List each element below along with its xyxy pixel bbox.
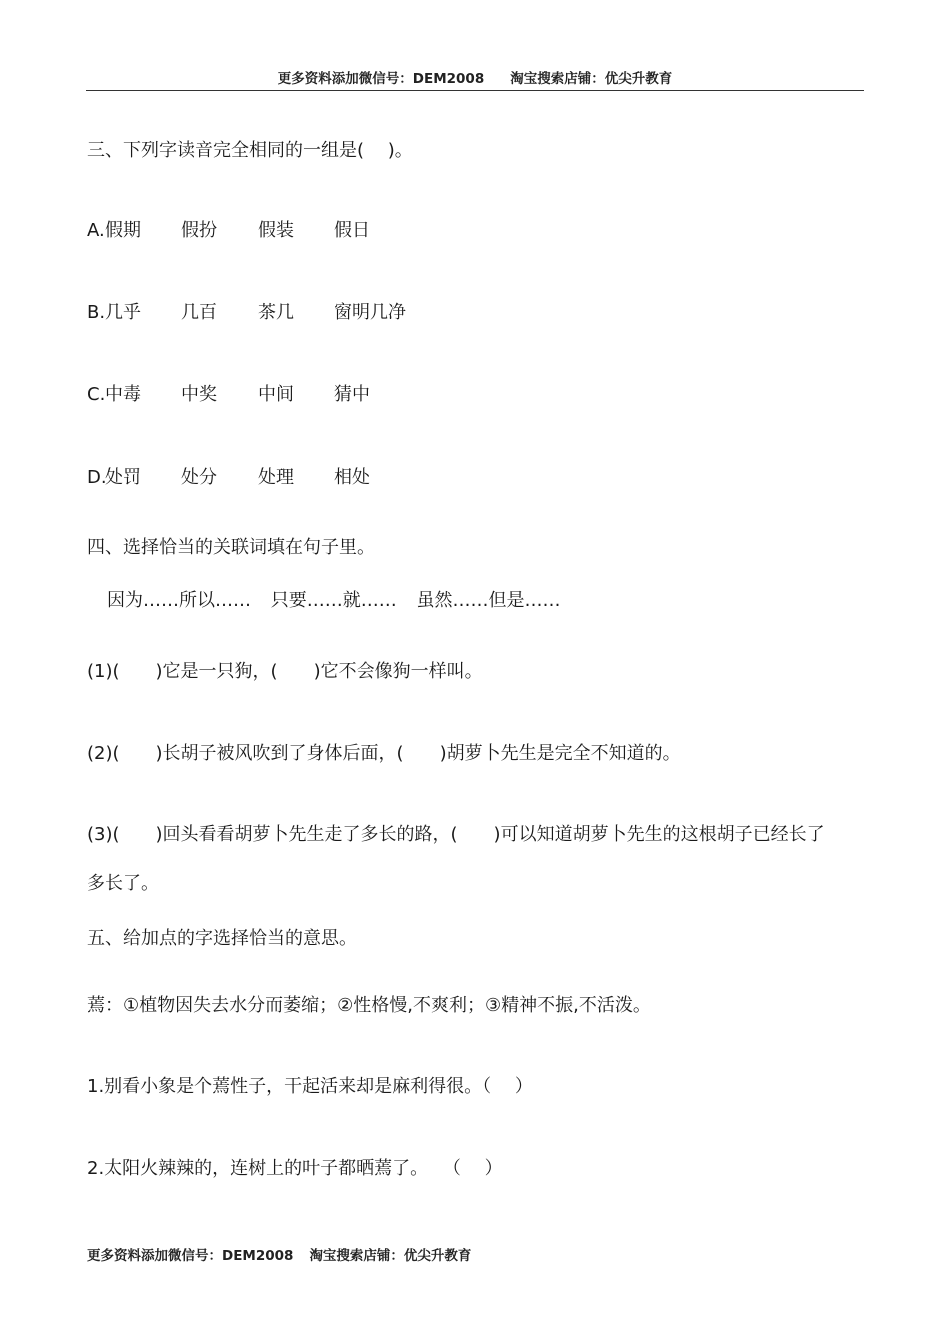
option-word: 中奖 [181,384,217,405]
option-word: 相处 [334,467,370,488]
option-word: 窗明几净 [334,302,406,323]
option-label: A. [87,220,105,241]
q3-title: 三、下列字读音完全相同的一组是( )。 [87,140,413,161]
option-word: 茶几 [258,302,294,323]
footer-shop: 淘宝搜索店铺：优尖升教育 [309,1248,472,1264]
option-word: 猜中 [334,384,370,405]
header-wechat: 更多资料添加微信号：DEM2008 [277,71,485,87]
q4-item-3-continued: 多长了。 [87,873,159,894]
conjunction-choice: 只要……就…… [270,590,397,611]
option-word: 几百 [181,302,217,323]
option-word: 处分 [181,467,217,488]
option-word: 处理 [258,467,294,488]
q5-definition: 蔫：①植物因失去水分而萎缩；②性格慢,不爽利；③精神不振,不活泼。 [87,995,651,1016]
q3-option-d [87,465,487,491]
option-word: 假装 [258,220,294,241]
option-word: 假扮 [181,220,217,241]
option-label: D. [87,467,107,488]
q4-item-3: (3)( )回头看看胡萝卜先生走了多长的路，( )可以知道胡萝卜先生的这根胡子已经长了 [87,824,825,845]
option-word: 中间 [258,384,294,405]
option-word: 处罚 [105,467,141,488]
q4-item-2: (2)( )长胡子被风吹到了身体后面，( )胡萝卜先生是完全不知道的。 [87,743,681,764]
q5-item-2: 2.太阳火辣辣的，连树上的叶子都晒蔫了。 （ ） [87,1158,503,1179]
page-footer [87,1244,471,1264]
q5-item-1: 1.别看小象是个蔫性子，干起活来却是麻利得很。（ ） [87,1076,533,1097]
q4-conjunction-choices [107,588,574,614]
q5-title: 五、给加点的字选择恰当的意思。 [87,928,357,949]
conjunction-choice: 因为……所以…… [107,590,251,611]
option-label: C. [87,384,106,405]
footer-wechat: 更多资料添加微信号：DEM2008 [87,1248,294,1264]
q4-title: 四、选择恰当的关联词填在句子里。 [87,537,375,558]
q3-option-a [87,218,487,244]
option-word: 中毒 [105,384,141,405]
q3-option-c [87,382,487,408]
header-shop: 淘宝搜索店铺：优尖升教育 [510,71,673,87]
option-word: 几乎 [105,302,141,323]
q4-item-1: (1)( )它是一只狗，( )它不会像狗一样叫。 [87,661,483,682]
option-label: B. [87,302,106,323]
conjunction-choice: 虽然……但是…… [416,590,561,611]
option-word: 假日 [334,220,370,241]
q3-option-b [87,300,487,326]
page-header [86,68,864,91]
option-word: 假期 [105,220,141,241]
